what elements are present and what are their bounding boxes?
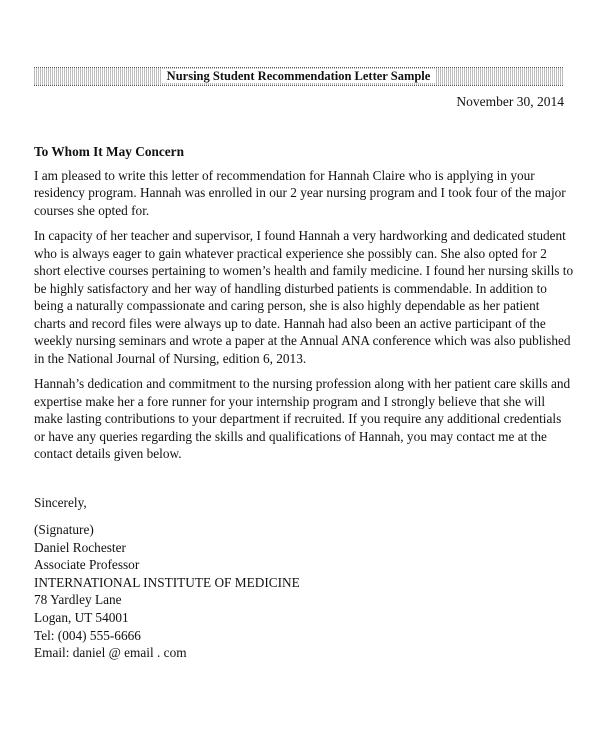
signer-institution: INTERNATIONAL INSTITUTE OF MEDICINE: [34, 574, 300, 590]
signer-position: Associate Professor: [34, 557, 140, 573]
address-street: 78 Yardley Lane: [34, 592, 122, 608]
contact-email: Email: daniel @ email . com: [34, 645, 187, 661]
signer-name: Daniel Rochester: [34, 539, 126, 555]
address-city: Logan, UT 54001: [34, 609, 129, 625]
document-title: Nursing Student Recommendation Letter Sample: [161, 69, 437, 83]
paragraph-intro: I am pleased to write this letter of recommendation for Hannah Claire who is applying in your residency program. Hannah was enrolled in our 2 year nursing program and I took four of the major courses she opted for.: [34, 167, 566, 218]
letter-body: [34, 143, 574, 662]
paragraph-qualities: In capacity of her teacher and supervisor, I found Hannah a very hardworking and dedicated student who is always eager to gain whatever practical experience she possibly can. She also opted for 2 short elective courses pertaining to women’s health and family medicine. I found her nursing skills to be highly satisfactory and her way of handling disturbed patients is commendable. In addition to being a naturally compassionate and caring person, she is also highly dependable as her patient charts and record files were always up to date. Hannah had also been an active participant of the weekly nursing seminars and wrote a paper at the Annual ANA conference which was also published in the National Journal of Nursing, edition 6, 2013.: [34, 228, 574, 366]
letter-date: November 30, 2014: [456, 94, 564, 109]
salutation: To Whom It May Concern: [34, 144, 184, 159]
signature-block: [34, 521, 574, 662]
closing: Sincerely,: [34, 494, 87, 510]
contact-telephone: Tel: (004) 555-6666: [34, 627, 141, 643]
paragraph-endorsement: Hannah’s dedication and commitment to the nursing profession along with her patient care skills and expertise make her a fore runner for your internship program and I strongly believe that she will make lasting contributions to your department if recruited. If you require any additional credentials or have any queries regarding the skills and qualifications of Hannah, you may contact me at the contact details given below.: [34, 376, 571, 461]
title-band: [34, 67, 563, 86]
signature-placeholder: (Signature): [34, 522, 94, 537]
